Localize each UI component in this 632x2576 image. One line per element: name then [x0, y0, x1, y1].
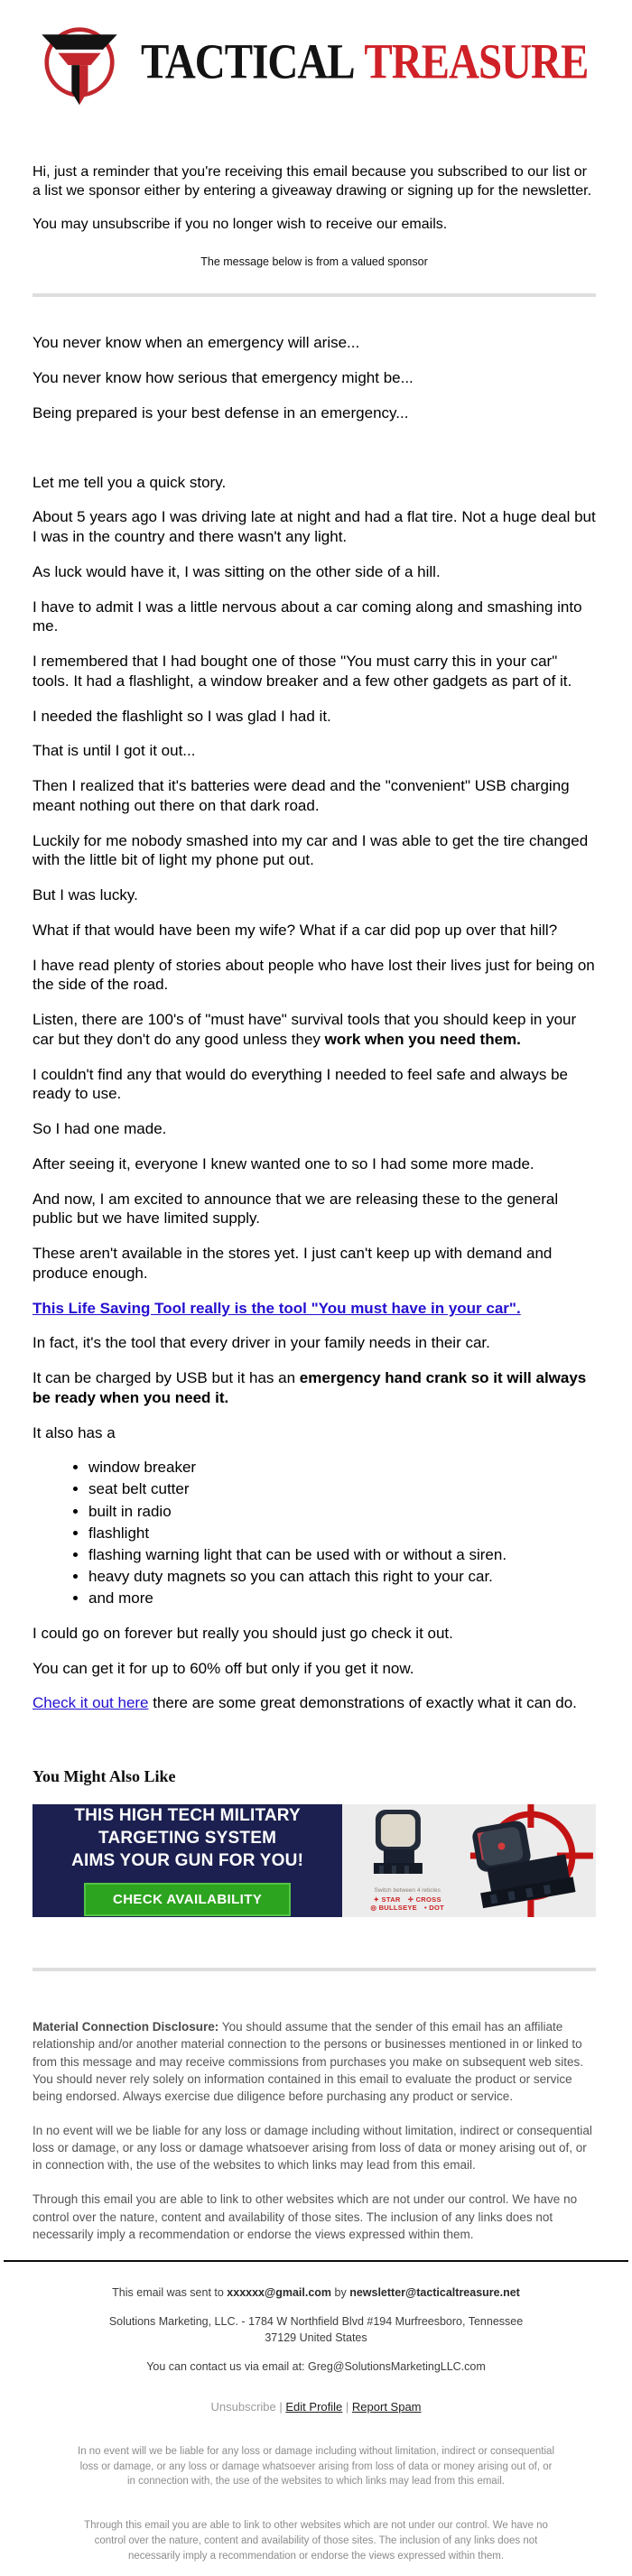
sent-prefix: This email was sent to: [112, 2285, 228, 2299]
story-paragraph: [33, 956, 596, 996]
footer-links: [0, 2399, 632, 2415]
text-segment: Listen, there are 100's of "must have" survival tools that you should keep in your car but they don't do any good unless they: [33, 1011, 577, 1048]
story-paragraph: [33, 652, 596, 691]
disclosure-paragraph: [33, 2018, 596, 2105]
edit-profile-link[interactable]: Edit Profile: [285, 2399, 343, 2414]
disclosure-paragraph: In no event will we be liable for any loss or damage including without limitation, indirect or consequential loss or damage, or any loss or damage whatsoever arising from loss of data or money arising out of, or in connection with, the use of the websites to which links may lead from this email.: [33, 2124, 592, 2173]
text-segment: I remembered that I had bought one of those "You must carry this in your car" tools. It had a flashlight, a window breaker and a few other gadgets as part of it.: [33, 653, 572, 690]
text-segment: emergency hand crank so it will always be ready when you need it.: [33, 1369, 587, 1406]
brand-word-black: TACTICAL: [141, 34, 355, 90]
feature-item: • heavy duty magnets so you can attach this right to your car.: [88, 1567, 596, 1587]
tactical-treasure-logo-icon: [33, 12, 126, 113]
story-paragraph: [33, 562, 596, 582]
story-paragraph: [33, 598, 596, 637]
feature-item: • and more: [88, 1589, 596, 1608]
link-separator: |: [345, 2399, 349, 2414]
text-segment: I couldn't find any that would do everything I needed to feel safe and always be ready to use.: [33, 1065, 568, 1103]
link-separator: |: [279, 2399, 283, 2414]
feature-item: • seat belt cutter: [88, 1479, 596, 1499]
text-segment: I could go on forever but really you should just go check it out.: [33, 1624, 453, 1642]
banner-headline-line: THIS HIGH TECH MILITARY: [74, 1806, 301, 1826]
text-segment: After seeing it, everyone I knew wanted one to so I had some more made.: [33, 1154, 534, 1172]
header: [33, 0, 596, 116]
banner-product-panel: [342, 1804, 596, 1917]
sent-by: by: [331, 2285, 350, 2299]
postal-address: Solutions Marketing, LLC. - 1784 W Northfield Blvd #194 Murfreesboro, Tennessee 37129 United States: [108, 2315, 524, 2344]
text-segment: It also has a: [33, 1423, 116, 1441]
story-paragraph: [33, 403, 596, 423]
story-paragraph: [33, 921, 596, 941]
brand-word-red: TREASURE: [364, 34, 589, 90]
reticle-option-bullseye: ◎ BULLSEYE: [370, 1904, 417, 1913]
story-paragraph: [33, 1333, 596, 1353]
section-divider: [33, 1968, 596, 1971]
text-segment: What if that would have been my wife? What if a car did pop up over that hill?: [33, 921, 558, 939]
check-it-out-link[interactable]: Check it out here: [33, 1694, 149, 1712]
banner-headline-line: AIMS YOUR GUN FOR YOU!: [71, 1850, 304, 1870]
story-paragraph: [33, 333, 596, 353]
check-availability-button[interactable]: CHECK AVAILABILITY: [84, 1883, 291, 1916]
text-segment: Being prepared is your best defense in an emergency...: [33, 403, 409, 422]
story-paragraph: [33, 1624, 596, 1644]
text-segment: In fact, it's the tool that every driver in your family needs in their car.: [33, 1334, 490, 1352]
reticle-row-2: [353, 1904, 461, 1912]
text-segment: You never know when an emergency will arise...: [33, 334, 360, 352]
text-segment: That is until I got it out...: [33, 742, 196, 760]
text-segment: So I had one made.: [33, 1120, 167, 1138]
story-paragraph: [33, 1693, 596, 1713]
brand-wordmark: [141, 33, 588, 91]
story-paragraph: [33, 831, 596, 871]
banner-text-panel: [33, 1804, 342, 1917]
life-saving-tool-link[interactable]: This Life Saving Tool really is the tool "You must have in your car".: [33, 1299, 521, 1317]
story-paragraph: [33, 1299, 596, 1319]
text-segment: I have read plenty of stories about people who have lost their lives just for being on the side of the road.: [33, 956, 595, 994]
story-paragraph: [33, 1010, 596, 1050]
disclosure-paragraph: Through this email you are able to link to other websites which are not under our control. We have no control over the nature, content and availability of those sites. The inclusion of any links does not necessarily imply a recommendation or endorse the views expressed within them.: [33, 2192, 578, 2241]
banner-headline: [71, 1805, 303, 1872]
footer-divider: [4, 2260, 628, 2262]
text-segment: As luck would have it, I was sitting on the other side of a hill.: [33, 562, 441, 580]
story-paragraph: [33, 1423, 596, 1443]
subscription-reminder-text: Hi, just a reminder that you're receiving this email because you subscribed to our list or a list we sponsor either by entering a giveaway drawing or signing up for the newsletter.: [33, 164, 592, 199]
sponsor-banner[interactable]: [33, 1804, 596, 1917]
story-paragraph: [33, 1119, 596, 1139]
contact-line: You can contact us via email at: Greg@SolutionsMarketingLLC.com: [146, 2360, 486, 2374]
story-paragraph: [33, 885, 596, 905]
feature-item: • flashlight: [88, 1524, 596, 1543]
banner-headline-line: TARGETING SYSTEM: [98, 1828, 277, 1848]
sent-to-line: [0, 2285, 632, 2302]
story-paragraph: [33, 1368, 596, 1408]
story-paragraph: [33, 741, 596, 761]
story-paragraph: [33, 1154, 596, 1174]
also-like-heading: You Might Also Like: [33, 1767, 176, 1786]
reticle-option-star: ✦ STAR: [373, 1895, 401, 1904]
text-segment: Luckily for me nobody smashed into my car and I was able to get the tire changed with the little bit of light my phone put out.: [33, 831, 589, 869]
story-paragraph: [33, 776, 596, 816]
disclosure: [33, 2018, 596, 2243]
text-segment: I needed the flashlight so I was glad I had it.: [33, 707, 331, 725]
story-paragraph: [33, 473, 596, 493]
reticle-caption: Switch between 4 reticles: [374, 1887, 441, 1895]
story-paragraph: [33, 1190, 596, 1229]
sender-email: newsletter@tacticaltreasure.net: [349, 2285, 520, 2299]
reticle-options: [353, 1887, 461, 1912]
section-divider: [33, 293, 596, 297]
story-paragraph: [33, 507, 596, 547]
disclosure-text: You should assume that the sender of this email has an affiliate relationship and/or another material connection to the persons or businesses mentioned in or linked to from this message and may receive commissions from purchases you make on subsequent web sites. You should never rely solely on information contained in this email to evaluate the product or service being endorsed. Always exercise due diligence before purchasing any product or service.: [33, 2020, 584, 2103]
spacer: [33, 439, 596, 473]
text-segment: These aren't available in the stores yet. I just can't keep up with demand and produce enough.: [33, 1245, 553, 1282]
text-segment: It can be charged by USB but it has an: [33, 1369, 300, 1387]
legal-paragraph: In no event will we be liable for any loss or damage including without limitation, indirect or consequential loss or damage, or any loss or damage whatsoever arising from loss of data or money arising out of, or in connection with, the use of the websites to which links may lead from this email.: [78, 2446, 555, 2488]
story-paragraph: [33, 1244, 596, 1283]
text-segment: But I was lucky.: [33, 886, 138, 904]
reticle-row-1: [353, 1895, 461, 1904]
legal-paragraph: Through this email you are able to link to other websites which are not under our control. We have no control over the nature, content and availability of those sites. The inclusion of any links does not necessarily imply a recommendation or endorse the views expressed within them.: [84, 2520, 548, 2562]
text-segment: You can get it for up to 60% off but only if you get it now.: [33, 1659, 414, 1677]
unsubscribe-note-text: You may unsubscribe if you no longer wish to receive our emails.: [33, 217, 448, 233]
story: [33, 333, 596, 1713]
text-segment: work when you need them.: [324, 1030, 521, 1048]
text-segment: Then I realized that it's batteries were dead and the "convenient" USB charging meant nothing out there on that dark road.: [33, 777, 570, 814]
text-segment: there are some great demonstrations of exactly what it can do.: [148, 1694, 577, 1712]
report-spam-link[interactable]: Report Spam: [351, 2399, 422, 2414]
sight-front-view: [374, 1810, 423, 1874]
text-segment: Let me tell you a quick story.: [33, 473, 227, 491]
disclosure-lead: Material Connection Disclosure:: [33, 2020, 219, 2034]
sponsor-note: The message below is from a valued sponsor: [200, 255, 428, 269]
recipient-email: xxxxxx@gmail.com: [227, 2285, 332, 2299]
text-segment: And now, I am excited to announce that we are releasing these to the general public but we have limited supply.: [33, 1190, 559, 1228]
text-segment: About 5 years ago I was driving late at night and had a flat tire. Not a huge deal but I was in the country and there wasn't any light.: [33, 508, 596, 546]
feature-item: • window breaker: [88, 1458, 596, 1478]
reticle-option-cross: ✛ CROSS: [407, 1895, 441, 1904]
feature-item: • flashing warning light that can be used with or without a siren.: [88, 1545, 596, 1565]
story-paragraph: [33, 707, 596, 727]
story-paragraph: [33, 1659, 596, 1679]
feature-item: • built in radio: [88, 1502, 596, 1522]
unsubscribe-link[interactable]: Unsubscribe: [210, 2399, 276, 2414]
feature-list: [33, 1458, 596, 1608]
text-segment: You never know how serious that emergency might be...: [33, 369, 414, 387]
footer: [0, 2285, 632, 2576]
story-paragraph: [33, 368, 596, 388]
story-paragraph: [33, 1065, 596, 1105]
text-segment: I have to admit I was a little nervous about a car coming along and smashing into me.: [33, 598, 582, 635]
reticle-option-dot: • DOT: [423, 1904, 445, 1913]
